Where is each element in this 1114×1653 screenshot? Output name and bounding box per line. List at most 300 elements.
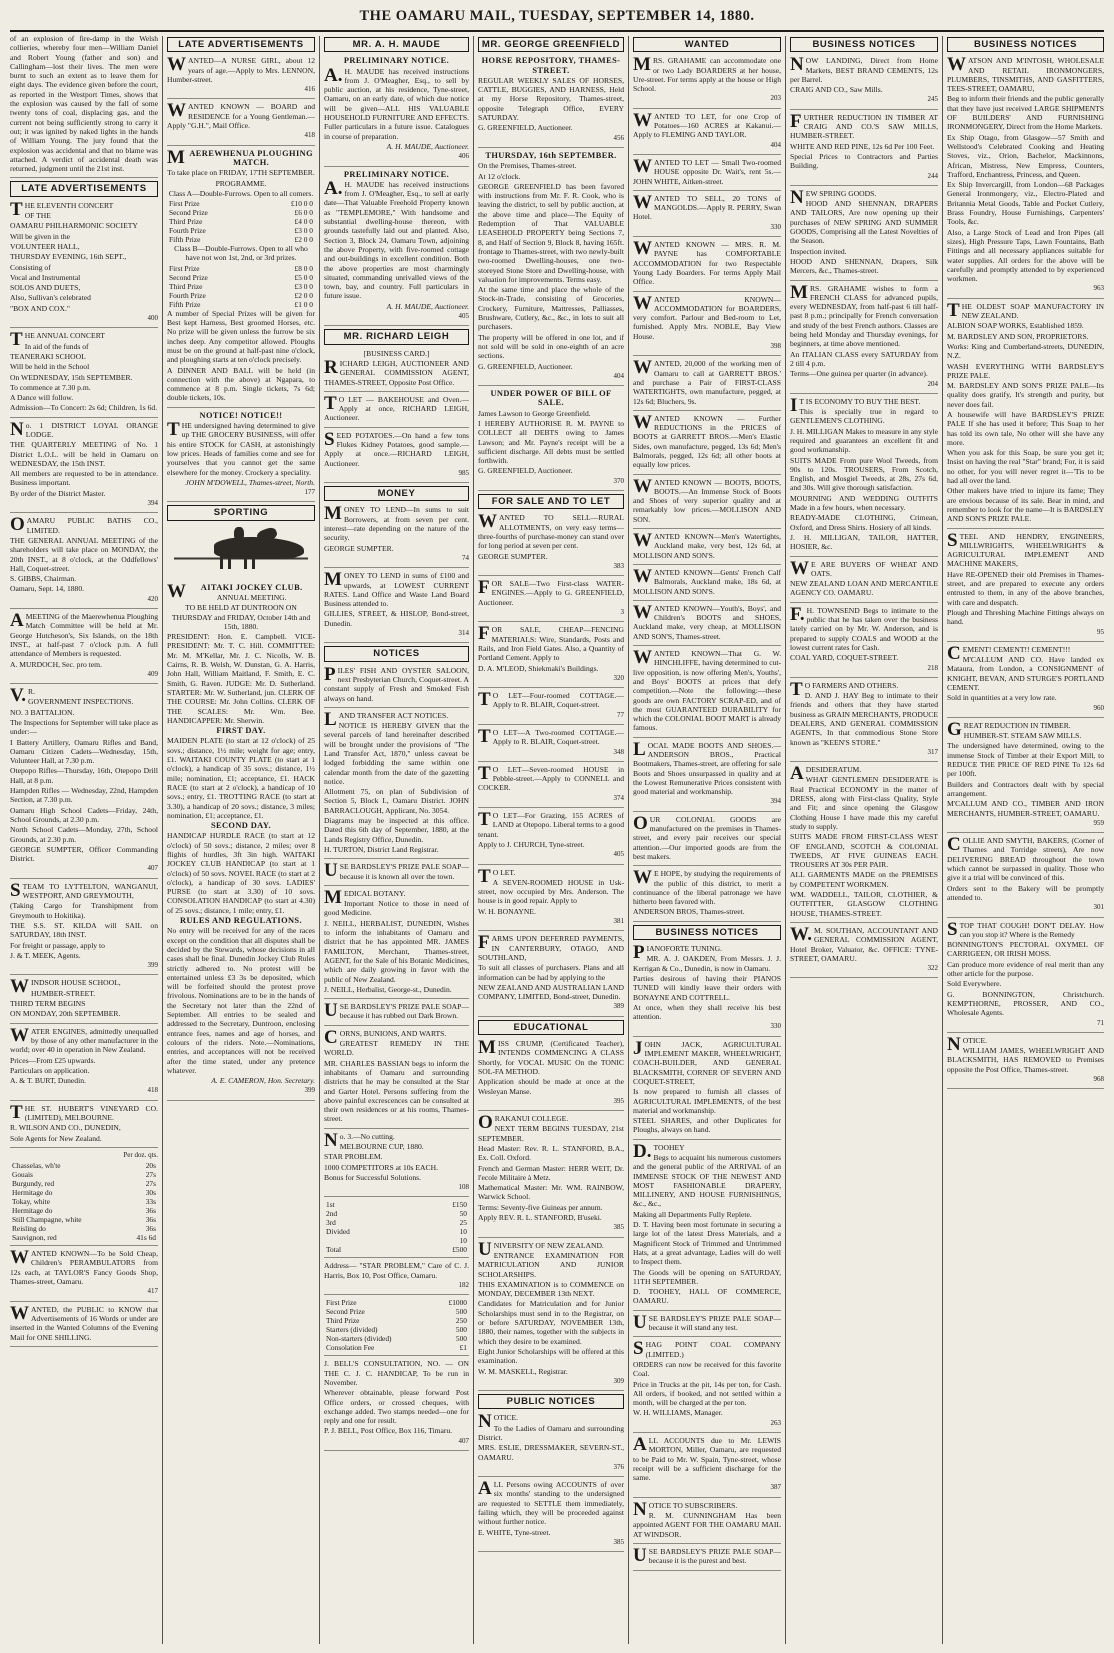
ad-text: HUMBER-STREET. <box>31 988 96 998</box>
table-label: Third Prize <box>326 1316 360 1326</box>
advertisement <box>947 718 1104 833</box>
table-row <box>10 1161 158 1170</box>
ad-text: To suit all classes of purchasers. Plans and all information can be had by applying to the <box>478 963 624 982</box>
ads-list <box>167 56 315 145</box>
ad-text: M. BARDSLEY AND SON, PROPRIETORS. <box>947 331 1089 341</box>
table-row <box>10 1170 158 1179</box>
ad-text: GILLIES, STREET, & HISLOP, Bond-street, Dunedin. <box>324 609 469 628</box>
ad-number: 244 <box>927 171 938 180</box>
ad-text: Ex Ship Otago, from Glasgow—57 Smith and Wellstood's Celebrated Cooking and Heating Stoves, viz., Orion, Bachelor, Mackinnons, African, Mistress, New Empress, Counters, Trafford, Enchantress, Princess, and Queen. <box>947 132 1104 179</box>
ad-text: G. GREENFIELD, Auctioneer. <box>478 123 573 133</box>
ads-list <box>947 56 1104 1089</box>
ad-headline: WANTED KNOWN — BOOTS, BOOTS, BOOTS.—An Immense Stock of Boots and Shoes of very superior quality and at remarkably low prices.—MOLLISON AND SON. <box>633 475 781 524</box>
ad-text: NOTICE IS HEREBY GIVEN that the several parcels of land hereinafter described will be brought under the provisions of "The Land Transfer Act, 1870," unless caveat be lodged forbidding the same within one calendar month from the date of the gazetting notice. <box>324 721 469 786</box>
table-row <box>167 300 315 309</box>
masthead: THE OAMARU MAIL, TUESDAY, SEPTEMBER 14, 1880. <box>359 8 755 24</box>
advertisement <box>324 708 469 859</box>
table-row <box>167 282 315 291</box>
ad-text: M. BARDSLEY AND SON'S PRIZE PALE—Its quality does gratify, It's strength and purity, but never does fail. <box>947 381 1104 409</box>
advertisement <box>478 579 624 622</box>
notice-body: A.H. MAUDE has received instructions from J. O'Meagher, Esq., to sell by public auction, at his residence, Tyne-street, Oamaru, on an early date, of which due notice will be given—ALL HIS VALUABLE HOUSEHOLD FURNITURE AND EFFECTS. Fuller particulars in a future issue. Catalogues in course of preparation. <box>324 64 469 141</box>
ad-number: 383 <box>613 561 624 570</box>
section-header: LATE ADVERTISEMENTS <box>10 181 158 196</box>
ad-text: ALL GARMENTS MADE on the PREMISES by COMPETENT WORKMEN. <box>790 870 938 889</box>
ad-text: ORDERS can now be received for this favorite Coal. <box>633 1359 781 1379</box>
ad-text: THIRD TERM BEGINS <box>10 999 86 1009</box>
ad-headline: USE BARDSLEY'S PRIZE PALE SOAP—because it is known all over the town. <box>324 860 469 882</box>
column-6 <box>790 34 938 1646</box>
notice-title: NOTICE! NOTICE!! <box>199 410 283 420</box>
advertisement <box>478 865 624 932</box>
section-header: MR. GEORGE GREENFIELD <box>478 37 624 52</box>
table-value: £3 0 0 <box>294 226 313 236</box>
greenfield-advertisement <box>478 389 624 491</box>
prize-table <box>324 1200 469 1254</box>
ad-text: Other makers have tried to injure its fame; They are envious because of its sale. Bear in mind, and remember to look for the name—It is BARDSLEY AND SON'S PRIZE PALE. <box>947 486 1104 524</box>
ad-text: Allotment 75, on plan of Subdivision of Section 5, Block I., Oamaru District. JOHN BARRACLOUGH, Applicant, No. 3054. <box>324 787 469 815</box>
advertisement <box>478 728 624 762</box>
ad-text: This is specially true in regard to GENTLEMEN'S CLOTHING. <box>790 407 938 426</box>
ad-text: HUMBER-ST. STEAM SAW MILLS. <box>963 731 1082 741</box>
advertisement <box>633 738 781 812</box>
table-value: 10 <box>459 1227 467 1237</box>
advertisement <box>633 1140 781 1311</box>
ad-text: R. WILSON AND CO., DUNEDIN, <box>10 1123 121 1133</box>
ad-number: 314 <box>458 629 469 638</box>
ad-text: J. NEILL, HERBALIST, DUNEDIN, Wishes to inform the inhabitants of Oamaru and district that he has appointed MR. JAMES FAMILTON, Merchant, Thames-street, AGENT, for the Sale of his Botanic Medicines, which are daily growing in favor with the public of New Zealand. <box>324 918 469 984</box>
ad-text: Orders sent to the Bakery will be promptly attended to. <box>947 883 1104 902</box>
ad-text: STEEL SHARES, and other Duplicates for Ploughs, always on hand. <box>633 1116 781 1135</box>
ad-number: 407 <box>147 864 158 873</box>
ad-text: Application should be made at once at the Wesleyan Manse. <box>478 1077 624 1096</box>
ad-text: Can produce more evidence of real merit than any other article for the purpose. <box>947 959 1104 979</box>
table-label: Starters (divided) <box>326 1325 378 1335</box>
leigh-business-card <box>324 349 469 392</box>
ad-headline: TO LET—Four-roomed COTTAGE.—Apply to R. BLAIR, Coquet-street. <box>478 689 624 711</box>
ad-text: THE S.S. ST. KILDA will SAIL on SATURDAY, 18th INST. <box>10 920 158 940</box>
ad-number: 385 <box>613 1223 624 1232</box>
ad-text: HOOD AND SHENNAN, DRAPERS AND TAILORS, Are now opening up their purchases of NEW SPRING AND SUMMER GOODS, Comprising all the Latest Novelties of the Season. <box>790 199 938 246</box>
section-header: BUSINESS NOTICES <box>947 37 1104 52</box>
ad-headline: UNIVERSITY OF NEW ZEALAND. <box>478 1238 604 1260</box>
ad-text: Terms: Seventy-five Guineas per annum. <box>478 1202 603 1212</box>
advertisement <box>633 1037 781 1140</box>
ad-number: 381 <box>613 917 624 926</box>
ad-headline: ALL Persons owing ACCOUNTS of over six months' standing to the undersigned are requested to SETTLE them immediately, failing which, they will be proceeded against without further notice. <box>478 1478 624 1527</box>
ad-number: 376 <box>613 1462 624 1471</box>
ad-number: 985 <box>458 468 469 477</box>
ad-headline: WANTED KNOWN—That G. W. HINCHLIFFE, having determined to cut-live opposition, is now offering Men's, Youths', and Boys' BOOTS at prices that defy competition.—Note the following:—these goods are own FACTORY SCRAP-ED, and of the most GUARANTEED DURABILITY for which the COLONIAL BOOT MART is already famous. <box>633 647 781 733</box>
table-row <box>10 1215 158 1224</box>
table-label: Fourth Prize <box>169 290 206 300</box>
ad-text: REGULAR WEEKLY SALES OF HORSES, CATTLE, BUGGIES, AND HARNESS, Held at my Horse Repository, Thames-street, opposite Telegraph Office, EVERY SATURDAY. <box>478 75 624 123</box>
notice-title: PRELIMINARY NOTICE. <box>343 169 450 179</box>
ad-text: To commence at 7.30 p.m. <box>10 382 91 392</box>
news-text: of an explosion of fire-damp in the Welsh collieries, whereby four men—William Daniel and Robert Young (father and son) and Callingham—lost their lives. The men were burnt to such an extent as to leave them for eight days. The evidence given before the court, as reported in the Westport Times, shows that the explosion was caused by the fall of some twenty tons of coal, displacing gas, and the current not being sufficiently strong to carry it out; it was ignited by naked lights in the hands of William Young. The jury found that the explosion was accidental and that no blame was attached. A verdict of accidental death was returned, judgment until the 21st inst. <box>10 34 158 174</box>
table-row <box>10 1179 158 1188</box>
ad-text: "BOX AND COX." <box>10 303 70 313</box>
greenfield-advertisement <box>478 56 624 148</box>
notice-signature: A. H. MAUDE, Auctioneer. <box>386 141 469 151</box>
ad-headline: W.M. SOUTHAN, ACCOUNTANT AND GENERAL COMMISSION AGENT, Hotel Broker, Valuator, &c. OFFICE: TYNE-STREET, OAMARU. <box>790 923 938 963</box>
ploughing-date: To take place on FRIDAY, 17TH SEPTEMBER. <box>167 168 315 178</box>
ad-text: RICHARD LEIGH, AUCTIONEER AND GENERAL COMMISSION AGENT, THAMES-STREET, Opposite Post Office. <box>324 356 469 387</box>
horse-leg <box>244 555 247 569</box>
ad-headline: D.TOOHEY <box>633 1140 685 1162</box>
table-row <box>324 1245 469 1254</box>
ad-text: Is now prepared to furnish all classes of AGRICULTURAL IMPLEMENTS, of the best material and workmanship. <box>633 1087 781 1115</box>
ad-text: D. AND J. HAY Beg to intimate to their friends and others that they have started business as GRAIN MERCHANTS, PRODUCE DEALERS, AND GENERAL COMMISSION AGENTS, In that commodious Stone Store known as "KEEN'S STORE." <box>790 691 938 747</box>
advertisement <box>324 428 469 483</box>
ad-number: 395 <box>613 1096 624 1105</box>
table-row <box>324 1307 469 1316</box>
section-header: WANTED <box>633 37 781 52</box>
ad-text: Also, a Large Stock of Lead and Iron Pipes (all sizes), High Pressure Taps, Lawn Fountains, Bath Fittings and all necessary appliances suitable for water supplies. All orders for the above will be carefully and promptly attended to by experienced workmen. <box>947 227 1104 284</box>
ad-text: Oamaru High School Cadets—Friday, 24th, School Grounds, at 2.30 p.m. <box>10 805 158 824</box>
ad-text: NEXT TERM BEGINS TUESDAY, 21st SEPTEMBER. <box>478 1124 624 1143</box>
ad-headline: THE ST. HUBERT'S VINEYARD CO. (LIMITED), MELBOURNE. <box>10 1101 158 1123</box>
ad-headline: WANTED KNOWN — MRS. R. M. PAYNE has COMFORTABLE ACCOMMODATION for two Respectable Young Lady Boarders. For terms Apply Mail Office. <box>633 238 781 287</box>
ad-number: 407 <box>458 1436 469 1445</box>
ad-text: Bonus for Successful Solutions. <box>324 1172 422 1182</box>
table-row <box>167 208 315 217</box>
table-value: 25 <box>459 1218 467 1228</box>
section-header: BUSINESS NOTICES <box>790 37 938 52</box>
table-label <box>324 1236 411 1245</box>
ad-text: THIS EXAMINATION is to COMMENCE on MONDAY, DECEMBER 13th NEXT. <box>478 1279 624 1299</box>
ad-headline: WANTED KNOWN — BOARD and RESIDENCE for a Young Gentleman.—Apply "G.H.", Mail Office. <box>167 100 315 131</box>
advertisement <box>324 1261 469 1295</box>
advertisement <box>947 529 1104 642</box>
table-label: Tokay, white <box>12 1197 50 1207</box>
ad-text: ALBION SOAP WORKS, Established 1859. <box>947 321 1084 331</box>
ad-text: H. TURTON, District Land Registrar. <box>324 844 439 854</box>
advertisement <box>324 1026 469 1129</box>
maude-notice-1 <box>324 56 469 166</box>
table-label: Divided <box>326 1227 350 1237</box>
table-label: Chasselas, wh'te <box>12 1161 61 1171</box>
ad-headline: USE BARDSLEY'S PRIZE PALE SOAP—because it has rubbed out Dark Brown. <box>324 1000 469 1022</box>
ad-number: 245 <box>927 95 938 104</box>
ad-text: S. GIBBS, Chairman. <box>10 574 77 584</box>
advertisement <box>790 110 938 186</box>
ad-text: E. WHITE, Tyne-street. <box>478 1527 551 1537</box>
table-value: 33s <box>145 1197 156 1207</box>
table-value: £1 0 0 <box>294 299 313 309</box>
ploughing-class-b: Class B—Double-Furrows. Open to all who have not won 1st, 2nd, or 3rd prizes. <box>174 244 308 263</box>
ad-text: Begs to acquaint his numerous customers and the general public of the ARRIVAL of an IMMENSE STOCK OF THE NEWEST AND MOST FASHIONABLE DRAPERY, MILLINERY, AND HOUSE FURNISHINGS, &c., &c., <box>633 1152 781 1209</box>
ad-text: Builders and Contractors dealt with by special arrangement. <box>947 779 1104 798</box>
advertisement <box>478 625 624 688</box>
ad-text: WM. WADDELL, TAILOR, CLOTHIER, & OUTFITTER, GLASGOW CLOTHING HOUSE, THAMES-STREET. <box>790 890 938 918</box>
ad-text: To the Ladies of Oamaru and surrounding District. <box>478 1423 624 1442</box>
advertisement <box>790 923 938 978</box>
advertisement <box>478 1238 624 1391</box>
table-value: 36s <box>145 1224 156 1234</box>
ad-headline: NOTICE. <box>947 1033 987 1055</box>
ad-text: TEANERAKI SCHOOL <box>10 351 86 361</box>
column-rule <box>785 36 786 1644</box>
ad-text: D. T. Having been most fortunate in securing a large lot of the latest Dress Materials, and a Magnificent Stock of Trimmed and Untrimmed Hats, at a great advantage, Ladies will do well to Inspect them. <box>633 1220 781 1267</box>
ad-number: 399 <box>304 1086 315 1095</box>
ad-headline: CORNS, BUNIONS, AND WARTS. <box>324 1026 447 1048</box>
ad-text: OF THE <box>24 211 51 221</box>
ads-list <box>633 56 781 921</box>
ad-text: On WEDNESDAY, 15th SEPTEMBER. <box>10 372 133 382</box>
ad-headline: WINDSOR HOUSE SCHOOL, <box>10 976 121 998</box>
prize-table <box>167 264 315 309</box>
ad-text: Consisting of <box>10 262 51 272</box>
ad-text: Apply REV. R. L. STANFORD, B'useki. <box>478 1213 602 1223</box>
ad-headline: AMEETING of the Maerewhenua Ploughing Match Committee will be held at Mr. George Hutcheson's, Six Islands, on the 18th INST., at half-past 7 o'clock p.m. A full attendance of Members is requested. <box>10 610 158 659</box>
table-row <box>324 1218 469 1227</box>
column-rule <box>473 36 474 1644</box>
ad-headline: IT IS ECONOMY TO BUY THE BEST. <box>790 394 921 416</box>
ad-number: 959 <box>1093 818 1104 827</box>
ads-list <box>10 198 158 1148</box>
ploughing-title: MAEREWHENUA PLOUGHING MATCH. <box>167 146 313 168</box>
ad-number: 394 <box>770 797 781 806</box>
table-value: £8 0 0 <box>294 263 313 273</box>
ad-text: READY-MADE CLOTHING, Crimean, Oxford, and Dress Shirts. Hosiery of all kinds. <box>790 513 938 532</box>
advertisement <box>790 678 938 762</box>
column-1 <box>10 34 158 1646</box>
ad-text: Making all Departments Fully Replete. <box>633 1209 752 1219</box>
ad-text: Candidates for Matriculation and for Junior Scholarships must send in to the Registrar, on or before SATURDAY, NOVEMBER 13th, 1880, their names, together with the subjects in which they desire to be examined. <box>478 1299 624 1346</box>
ad-headline: THURSDAY, 16th SEPTEMBER. <box>485 150 617 160</box>
jockey-club-where: TO BE HELD AT DUNTROON ON THURSDAY and FRIDAY, October 14th and 15th, 1880. <box>171 603 311 631</box>
wine-unit: Per doz. qts. <box>123 1150 158 1159</box>
column-7 <box>947 34 1104 1646</box>
ad-number: 405 <box>613 850 624 859</box>
advertisement <box>633 532 781 565</box>
table-value: 36s <box>145 1215 156 1225</box>
advertisement <box>790 603 938 678</box>
table-row <box>167 226 315 235</box>
ad-text: STAR PROBLEM. <box>324 1152 383 1162</box>
ad-number: 404 <box>613 371 624 380</box>
table-value: 27s <box>145 1170 156 1180</box>
table-label: Sauvignon, red <box>12 1233 57 1243</box>
notice-signature: A. H. MAUDE, Auctioneer. <box>386 301 469 311</box>
ad-text: Sold Everywhere. <box>947 979 1002 989</box>
ad-text: James Lawson to George Greenfield. <box>478 408 591 418</box>
advertisement <box>633 475 781 529</box>
advertisement <box>947 56 1104 298</box>
table-value: 500 <box>455 1325 467 1335</box>
ad-number: 108 <box>458 1183 469 1192</box>
ad-text: THE GENERAL ANNUAL MEETING of the shareholders will take place on MONDAY, the 20th INST., at 8 o'clock, at the Oddfellows' Hall, Coquet-street. <box>10 535 158 573</box>
table-value: 41s 6d <box>136 1233 156 1243</box>
ad-headline: TO LET — BAKEHOUSE and Oven.—Apply at once, RICHARD LEIGH, Auctioneer. <box>324 392 469 423</box>
advertisement <box>633 812 781 866</box>
table-row <box>324 1325 469 1334</box>
table-label: 2nd <box>326 1209 338 1219</box>
ad-headline: TO FARMERS AND OTHERS. <box>790 678 899 700</box>
ad-text: Terms—One guinea per quarter (in advance). <box>790 369 928 379</box>
advertisement <box>947 836 1104 917</box>
ploughing-dinner: A DINNER AND BALL will be held (in connection with the above) at Ngapara, to commence at 8 p.m. Single tickets, 7s 6d; double tickets, 10s. <box>167 365 315 403</box>
ad-headline: WANTED TO SELL—RURAL ALLOTMENTS, on very easy terms—three-fourths of purchase-money can stand over for long period at seven per cent. <box>478 511 624 551</box>
ad-headline: NEW SPRING GOODS. <box>790 186 877 208</box>
news-paragraph <box>10 34 158 178</box>
ad-text: SUITS MADE FROM FIRST-CLASS WEST OF ENGLAND, SCOTCH & COLONIAL TWEEDS, AT FIVE GUINEAS EACH. TROUSERS AT 30s PER PAIR. <box>790 832 938 870</box>
ad-headline: MEDICAL BOTANY. <box>324 886 406 908</box>
horse-leg <box>220 555 223 569</box>
table-value: £2 0 0 <box>294 290 313 300</box>
ad-number: 330 <box>770 222 781 231</box>
ad-text: The property will be offered in one lot, and if not sold will be sold in one-eighth of an acre sections. <box>478 332 624 361</box>
ad-text: Inspection invited. <box>790 246 847 256</box>
advertisement <box>324 862 469 886</box>
ad-number: 456 <box>613 133 624 142</box>
advertisement <box>790 56 938 109</box>
advertisement <box>633 1498 781 1544</box>
ad-text: NEW ZEALAND LOAN AND MERCANTILE AGENCY CO. OAMARU. <box>790 579 938 598</box>
jockey-club-officers: PRESIDENT: Hon. E. Campbell. VICE-PRESIDENT: Mr. T. C. Hill. COMMITTEE: Mr. M. M'Kellar, Mr. J. C. Nicolls, W. B. Cairns, R. B. Welsh, W. Dunstan, G. A. Harris, John Hall, William Maitland, F. Smith, E. C. Smith, G. Raven. JUDGE: Mr. D. Sutherland. STARTER: Mr. W. Sutherland, jun. CLERK OF THE COURSE: Mr. John Collins. CLERK OF THE SCALES: Mr. Wm. Bee. HANDICAPPER: Mr. Sherwin. <box>167 632 315 725</box>
advertisement <box>947 642 1104 718</box>
ad-number: 317 <box>927 747 938 756</box>
ad-text: W. H. WILLIAMS, Manager. <box>633 1408 723 1418</box>
ad-number: 320 <box>613 673 624 682</box>
ad-headline: THE ELEVENTH CONCERT <box>10 198 114 220</box>
second-day-heading: SECOND DAY. <box>210 821 272 831</box>
ad-headline: SHAG POINT COAL COMPANY (LIMITED.) <box>633 1338 781 1360</box>
ad-text: J. H. MILLIGAN Makes to measure in any style required and guarantees an excellent fit and good workmanship. <box>790 426 938 455</box>
ad-text: Otepopo Rifles—Thursday, 16th, Otepopo Drill Hall, at 8 p.m. <box>10 766 158 785</box>
ad-headline: TO LET—Seven-roomed HOUSE in Pebble-street.—Apply to CONNELL and COCKER. <box>478 762 624 793</box>
ad-number: 960 <box>1093 703 1104 712</box>
table-row <box>167 291 315 300</box>
advertisement <box>633 601 781 646</box>
advertisement <box>478 513 624 576</box>
table-label: 1st <box>326 1200 335 1210</box>
advertisement <box>633 292 781 357</box>
ad-text: A. MURDOCH, Sec. pro tem. <box>10 659 102 669</box>
section-header: BUSINESS NOTICES <box>633 925 781 940</box>
ad-text: Price in Trucks at the pit, 14s per ton, for Cash. All orders, if booked, and not settled within a month, will be charged at the per ton. <box>633 1379 781 1408</box>
ad-headline: TO LET—A Two-roomed COTTAGE.—Apply to R. BLAIR, Coquet-street. <box>478 726 624 747</box>
ad-text: SUITS MADE From pure Wool Tweeds, from 90s to 120s. TROUSERS, From Scotch, English, and Mosgiel Tweeds, at 28s, 27s 6d, and 30s. Will give thorough satisfaction. <box>790 455 938 493</box>
ad-text: The undersigned have determined, owing to the immense Stock of Timber at their Export Mill, to REDUCE THE PRICE OF RED PINE To 12s 6d per 100ft. <box>947 741 1104 779</box>
ad-text: J. H. MILLIGAN, TAILOR, HATTER, HOSIER, &c. <box>790 532 938 552</box>
ad-text: French and German Master: HERR WEIT, Dr. l'ecole Militaire à Metz. <box>478 1163 624 1182</box>
advertisement <box>10 612 158 684</box>
ad-text: A Dance will follow. <box>10 393 74 403</box>
ad-headline: WANTED TO LET — Small Two-roomed HOUSE opposite Dr. Wait's, rent 5s.—JOHN WHITE, Aitken-street. <box>633 155 781 186</box>
table-value: £150 <box>452 1200 467 1210</box>
ad-headline: WANTED, 20,000 of the working men of Oamaru to call at GARRETT BROS.' and purchase a Pair of FIRST-CLASS WATERTIGHTS, own manufacture, pegged, at 12s 6d; Bluchers, 9s. <box>633 357 781 406</box>
jockey-club-sub: ANNUAL MEETING. <box>216 592 287 602</box>
ad-headline: WANTED KNOWN—Youth's, Boys', and Children's BOOTS and SHOES, Auckland make, very cheap, at MOLLISON AND SON'S, Thames-street. <box>633 601 781 641</box>
table-value: 250 <box>455 1316 467 1326</box>
horse-leg <box>252 555 255 569</box>
advertisement <box>478 691 624 725</box>
ad-text: Prices—From £25 upwards. <box>10 1055 96 1065</box>
section-header: EDUCATIONAL <box>478 1020 624 1035</box>
ad-text: On the Premises, Thames-street. <box>478 161 577 171</box>
advertisement <box>324 1359 469 1451</box>
table-value: £5 0 0 <box>294 272 313 282</box>
ad-text: M'CALLUM AND CO. Have landed ex Mataura, from London, a CONSIGNMENT of KNIGHT, BEVAN, AND STURGE'S PORTLAND CEMENT. <box>947 655 1104 692</box>
ad-text: J. & T. MEEK, Agents. <box>10 950 81 960</box>
horse-leg <box>228 555 231 569</box>
table-label: Gouais <box>12 1170 33 1180</box>
ads-list <box>478 56 624 491</box>
table-row <box>324 1209 469 1218</box>
table-value: 20s <box>145 1161 156 1171</box>
ad-headline: WANTED TO SELL, 20 TONS of MANGOLDS.—Apply R. PERRY, Swan Hotel. <box>633 191 781 222</box>
table-row <box>10 1197 158 1206</box>
ads-list <box>324 349 469 484</box>
advertisement <box>790 281 938 394</box>
first-day-heading: FIRST DAY. <box>216 726 266 736</box>
ploughing-class-a: Class A—Double-Furrows. Open to all comers. <box>168 188 314 198</box>
advertisement <box>633 155 781 191</box>
ad-headline: FARMS UPON DEFERRED PAYMENTS, IN CANTERBURY, OTAGO, AND SOUTHLAND, <box>478 932 624 962</box>
rules-text: No entry will be received for any of the races except on the condition that all disputes shall be decided by the Stewards, whose decisions in all cases shall be final. Dunedin Jockey Club Rules strictly adhered to. No protest will be entertained unless £3 3s be deposited, which will be forfeited should the protest prove frivolous. Nominations are to be in the hands of the Secretary not later than the 22nd of September. All entries to be sealed and addressed to the Secretary, Duntroon, enclosing entrance fees, names and age of horses, and colours of the riders. Note.—Nominations, entries, and acceptances will not be received after the time stated, under any pretence whatever. <box>167 926 315 1075</box>
ad-headline: FURTHER REDUCTION IN TIMBER AT CRAIG AND CO.'S SAW MILLS, HUMBER-STREET. <box>790 110 938 141</box>
ad-headline: TO LET—For Grazing, 155 ACRES of LAND at Otepopo. Liberal terms to a good tenant. <box>478 809 624 839</box>
advertisement <box>633 56 781 108</box>
section-header: NOTICES <box>324 646 469 661</box>
ad-headline: ALL ACCOUNTS due to Mr. LEWIS MORTON, Miller, Oamaru, are requested to be Paid to Mr. W. Spain, Tyne-street, whose receipt will be a sufficient discharge for the same. <box>633 1434 781 1483</box>
ad-text: G. GREENFIELD, Auctioneer. <box>478 466 573 476</box>
advertisement <box>478 1413 624 1477</box>
advertisement <box>478 1039 624 1111</box>
prize-table <box>167 199 315 244</box>
table-value: 500 <box>455 1307 467 1317</box>
table-label: Burgundy, red <box>12 1179 55 1189</box>
ad-headline: No. 1 DISTRICT LOYAL ORANGE LODGE. <box>10 418 158 440</box>
ads-list <box>478 513 624 1016</box>
table-label: Second Prize <box>169 208 208 218</box>
ad-headline: SEED POTATOES.—On hand a few tons Flukes Kidney Potatoes, good sample.—Apply at once.—RICHARD LEIGH, Auctioneer. <box>324 428 469 468</box>
ad-number: 417 <box>147 1287 158 1296</box>
table-value: £6 0 0 <box>294 208 313 218</box>
advertisement <box>790 186 938 281</box>
ad-headline: COLLIE AND SMYTH, BAKERS, (Corner of Thames and Torridge streets), Are now DELIVERING BREAD throughout the town which cannot be surpassed in quality. Those who give it a trial will be convinced of this. <box>947 834 1104 883</box>
ad-text: A. & T. BURT, Dunedin. <box>10 1076 86 1086</box>
ad-number: 95 <box>1097 627 1104 636</box>
advertisement <box>10 331 158 417</box>
ad-number: 418 <box>147 1086 158 1095</box>
table-label: Total <box>326 1245 342 1255</box>
ad-headline: F.H. TOWNSEND Begs to intimate to the public that he has taken over the business lately carried on by Mr. W. Anderson, and is prepared to supply COALS and WOOD at the lowest current rates for Cash. <box>790 603 938 652</box>
ad-text: I HEREBY AUTHORISE R. M. PAYNE to COLLECT all DEBTS owing to James Lawson; and Mr. Payne's receipt will be a sufficient discharge. All debts must be settled forthwith. <box>478 418 624 466</box>
ad-text: HOOD AND SHENNAN, Drapers, Silk Mercers, &c., Thames-street. <box>790 256 938 276</box>
table-label: Hermitage do <box>12 1206 53 1216</box>
ad-number: 387 <box>770 1483 781 1492</box>
greenfield-advertisement <box>478 151 624 386</box>
table-row <box>324 1343 469 1352</box>
prize-table <box>324 1298 469 1352</box>
bell-prize-table <box>324 1298 469 1356</box>
advertisement <box>478 1114 624 1238</box>
cup-prize-table <box>324 1200 469 1258</box>
ads-list <box>478 1413 624 1552</box>
column-rule <box>942 36 943 1644</box>
ad-headline: CEMENT! CEMENT!! CEMENT!!! <box>947 642 1071 664</box>
ad-number: 968 <box>1093 1074 1104 1083</box>
ads-list <box>478 1039 624 1391</box>
ad-headline: LOCAL MADE BOOTS AND SHOES.—ANDERSON BROS., Practical Bootmakers, Thames-street, are offering for sale Boots and Shoes unsurpassed in quality and at the Lowest Remunerative Prices consistent with good material and workmanship. <box>633 738 781 797</box>
table-label: First Prize <box>169 263 200 273</box>
ad-text: WASH EVERYTHING WITH BARDSLEY'S PRIZE PALE. <box>947 361 1104 380</box>
table-value: £4 0 0 <box>294 217 313 227</box>
ad-text: Special Prices to Contractors and Parties Building. <box>790 151 938 171</box>
table-row <box>324 1227 469 1236</box>
